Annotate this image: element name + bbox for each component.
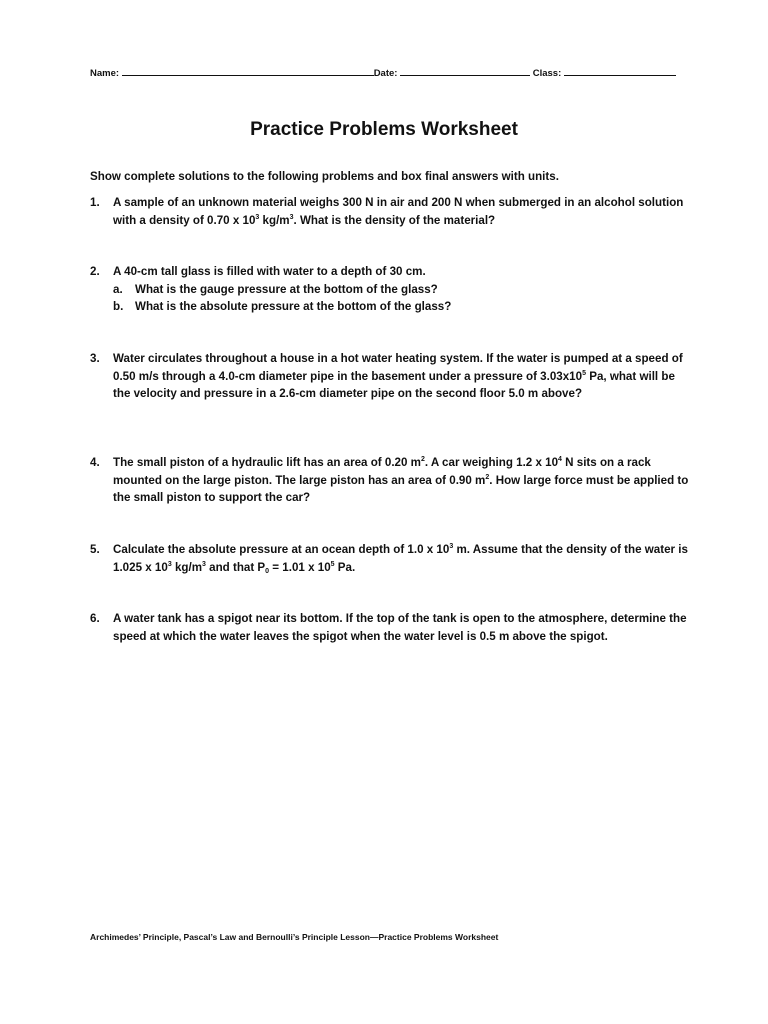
problem-5: [90, 541, 690, 576]
problem-1: [90, 194, 690, 229]
text-run: kg/m: [259, 213, 290, 227]
subitem-text: What is the absolute pressure at the bottom of the glass?: [135, 300, 452, 314]
superscript: 3: [449, 543, 454, 550]
subitem-b: [113, 298, 690, 316]
superscript: 4: [558, 456, 562, 463]
superscript: 2: [485, 473, 490, 481]
problem-text: [113, 350, 690, 403]
problem-2: [90, 263, 690, 316]
superscript: 3: [289, 213, 294, 221]
name-blank: [122, 66, 374, 76]
problem-number: 3.: [90, 352, 100, 365]
text-run: Water circulates throughout a house in a hot water heating system. If the water is pumped at a speed of 0.50 m/s through a 4.0-cm diameter pipe in the basement under a pressure of 3.03x10: [113, 352, 683, 383]
date-blank: [400, 66, 530, 76]
superscript: 5: [330, 560, 335, 568]
superscript: 3: [255, 213, 260, 221]
name-label: Name:: [90, 68, 120, 79]
problem-text: [113, 541, 690, 576]
text-run: = 1.01 x 10: [269, 560, 331, 574]
text-run: N sits on a rack mounted on the large piston. The large piston has an area of 0.90 m: [113, 456, 651, 487]
text-run: kg/m: [171, 560, 202, 574]
text-run: . How large force must be applied to the small piston to support the car?: [113, 473, 689, 505]
superscript: 5: [582, 369, 586, 377]
problem-text: [113, 194, 690, 229]
class-blank: [564, 66, 676, 76]
text-run: . What is the density of the material?: [293, 213, 496, 227]
header-fields: [90, 66, 680, 79]
date-label: Date:: [373, 68, 398, 79]
text-run: Calculate the absolute pressure at an ocean depth of 1.0 x 10: [113, 543, 450, 556]
class-label: Class:: [532, 68, 562, 79]
subitem-letter: b.: [113, 300, 124, 314]
superscript: 3: [202, 560, 206, 568]
subitem-a: [113, 281, 690, 299]
problem-text: A water tank has a spigot near its bottom. If the top of the tank is open to the atmosphere, determine the speed at which the water leaves the spigot when the water level is 0.5 m above the spigot.: [113, 612, 687, 643]
problem-3: [90, 350, 690, 403]
text-run: m. Assume that the density of the water is 1.025 x 10: [113, 543, 688, 574]
text-run: Pa, what will be the velocity and pressure in a 2.6-cm diameter pipe on the second floor 5.0 m above?: [113, 369, 675, 401]
text-run: The small piston of a hydraulic lift has an area of 0.20 m: [113, 456, 421, 469]
subitem-letter: a.: [113, 282, 123, 296]
problem-text: [113, 454, 690, 507]
subitem-text: What is the gauge pressure at the bottom of the glass?: [135, 282, 438, 296]
problem-text: A 40-cm tall glass is filled with water to a depth of 30 cm.: [113, 265, 426, 278]
problem-number: 1.: [90, 196, 100, 209]
text-run: A sample of an unknown material weighs 300 N in air and 200 N when submerged in an alcohol solution with a density of 0.70 x 10: [113, 196, 684, 227]
page-footer: Archimedes’ Principle, Pascal’s Law and Bernoulli’s Principle Lesson—Practice Problems Worksheet: [90, 932, 499, 942]
superscript: 3: [167, 560, 172, 568]
text-run: Pa.: [334, 560, 356, 574]
subscript: 0: [265, 567, 270, 575]
page-title: Practice Problems Worksheet: [250, 119, 518, 140]
problem-number: 6.: [90, 612, 100, 625]
problem-4: [90, 454, 690, 507]
superscript: 2: [420, 456, 425, 463]
problem-number: 5.: [90, 543, 100, 556]
instructions: Show complete solutions to the following problems and box final answers with units.: [90, 170, 559, 183]
problem-6: [90, 610, 690, 645]
problem-number: 2.: [90, 265, 100, 278]
problem-number: 4.: [90, 456, 100, 469]
text-run: . A car weighing 1.2 x 10: [424, 456, 559, 469]
text-run: and that P: [205, 560, 266, 574]
